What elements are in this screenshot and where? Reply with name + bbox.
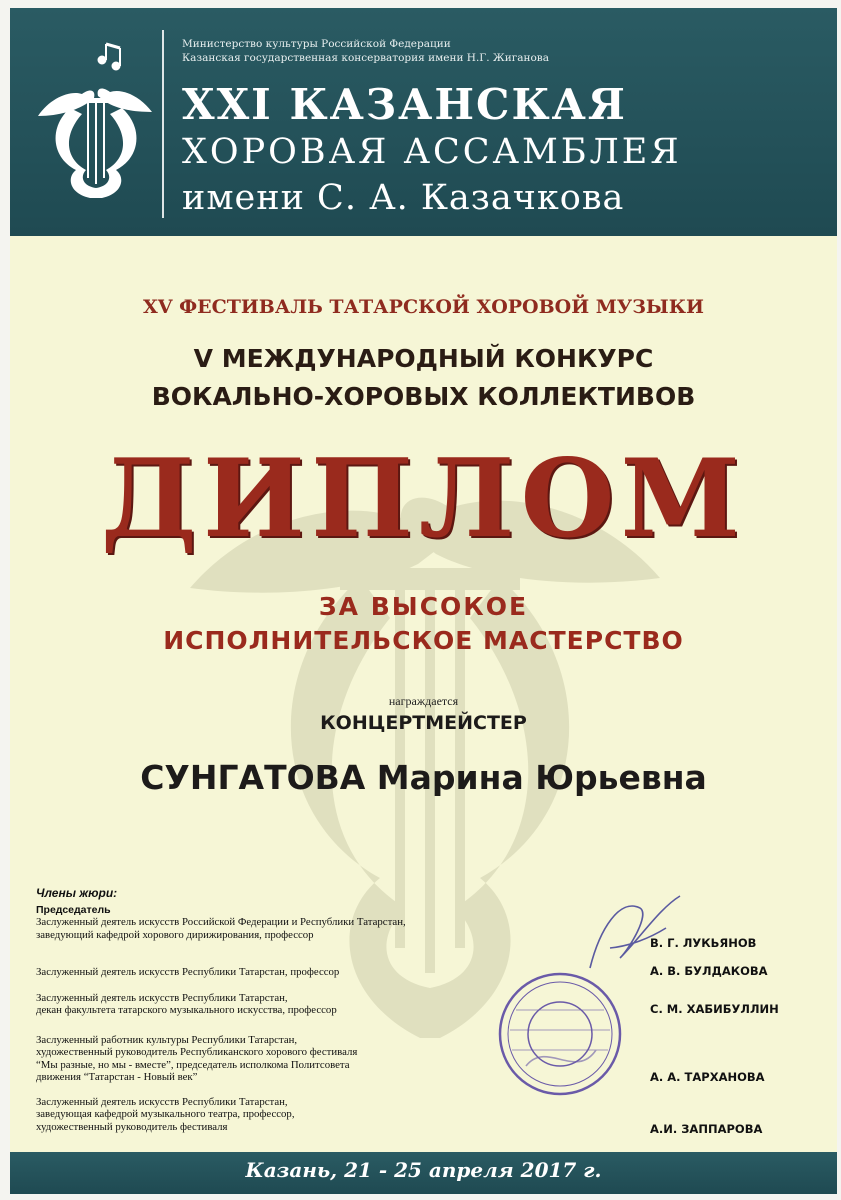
awarded-label: награждается (388, 694, 459, 708)
jury-description-line: движения “Татарстан - Новый век” (36, 1071, 198, 1084)
jury-description-line: Заслуженный работник культуры Республики Татарстан, (36, 1034, 298, 1046)
jury-entry-3 (36, 992, 536, 1017)
jury-member-name: А.И. ЗАППАРОВА (650, 1122, 763, 1136)
assembly-subtitle: ХОРОВАЯ АССАМБЛЕЯ (182, 132, 682, 172)
jury-description-line: Заслуженный деятель искусств Республики Татарстан, (36, 992, 288, 1004)
jury-member-name: С. М. ХАБИБУЛЛИН (650, 1002, 779, 1016)
festival-title: XV ФЕСТИВАЛЬ ТАТАРСКОЙ ХОРОВОЙ МУЗЫКИ (142, 296, 704, 318)
jury-description-line: художественный руководитель Республиканского хорового фестиваля (36, 1046, 358, 1059)
jury-title: Члены жюри: (36, 886, 118, 900)
jury-description-line: Заслуженный деятель искусств Республики Татарстан, профессор (36, 966, 340, 978)
jury-description-line: художественный руководитель фестиваля (36, 1120, 228, 1133)
award-line1: ЗА ВЫСОКОЕ (318, 592, 529, 621)
jury-description-line: Заслуженный деятель искусств Российской Федерации и Республики Татарстан, (36, 916, 406, 929)
award-line2: ИСПОЛНИТЕЛЬСКОЕ МАСТЕРСТВО (163, 626, 684, 655)
round-seal-stamp (496, 970, 624, 1098)
document-title: ДИПЛОМ (100, 436, 747, 562)
contest-title-line2: ВОКАЛЬНО-ХОРОВЫХ КОЛЛЕКТИВОВ (151, 382, 696, 411)
jury-chair-label: Председатель (36, 904, 111, 916)
jury-member-name: А. А. ТАРХАНОВА (650, 1070, 765, 1084)
place-and-date: Казань, 21 - 25 апреля 2017 г. (245, 1158, 602, 1182)
header-divider (162, 30, 164, 218)
contest-title-line1: V МЕЖДУНАРОДНЫЙ КОНКУРС (193, 344, 654, 373)
jury-description-line: Заслуженный деятель искусств Республики Татарстан, (36, 1096, 288, 1108)
jury-member-name: В. Г. ЛУКЬЯНОВ (650, 936, 757, 950)
jury-entry-1 (36, 904, 536, 941)
jury-description-line: заведующий кафедрой хорового дирижирования, профессор (36, 928, 314, 941)
assembly-title: XXI КАЗАНСКАЯ (182, 80, 627, 129)
diploma-page (10, 8, 837, 1194)
recipient-role: КОНЦЕРТМЕЙСТЕР (320, 712, 527, 734)
assembly-name: имени С. А. Казачкова (182, 178, 625, 218)
jury-description-line: заведующая кафедрой музыкального театра, профессор, (36, 1108, 295, 1121)
ministry-line: Министерство культуры Российской Федерации (182, 38, 451, 50)
jury-entry-4 (36, 1034, 536, 1084)
jury-description-line: декан факультета татарского музыкального искусства, профессор (36, 1004, 337, 1017)
jury-member-name: А. В. БУЛДАКОВА (650, 964, 768, 978)
jury-entry-5 (36, 1096, 536, 1133)
recipient-name: СУНГАТОВА Марина Юрьевна (140, 758, 707, 797)
jury-description-line: “Мы разные, но мы - вместе”, председатель исполкома Политсовета (36, 1058, 350, 1071)
lyre-with-birds-icon (30, 38, 160, 208)
conservatory-line: Казанская государственная консерватория имени Н.Г. Жиганова (182, 52, 549, 64)
jury-entry-2 (36, 966, 536, 978)
header-banner (10, 8, 837, 236)
